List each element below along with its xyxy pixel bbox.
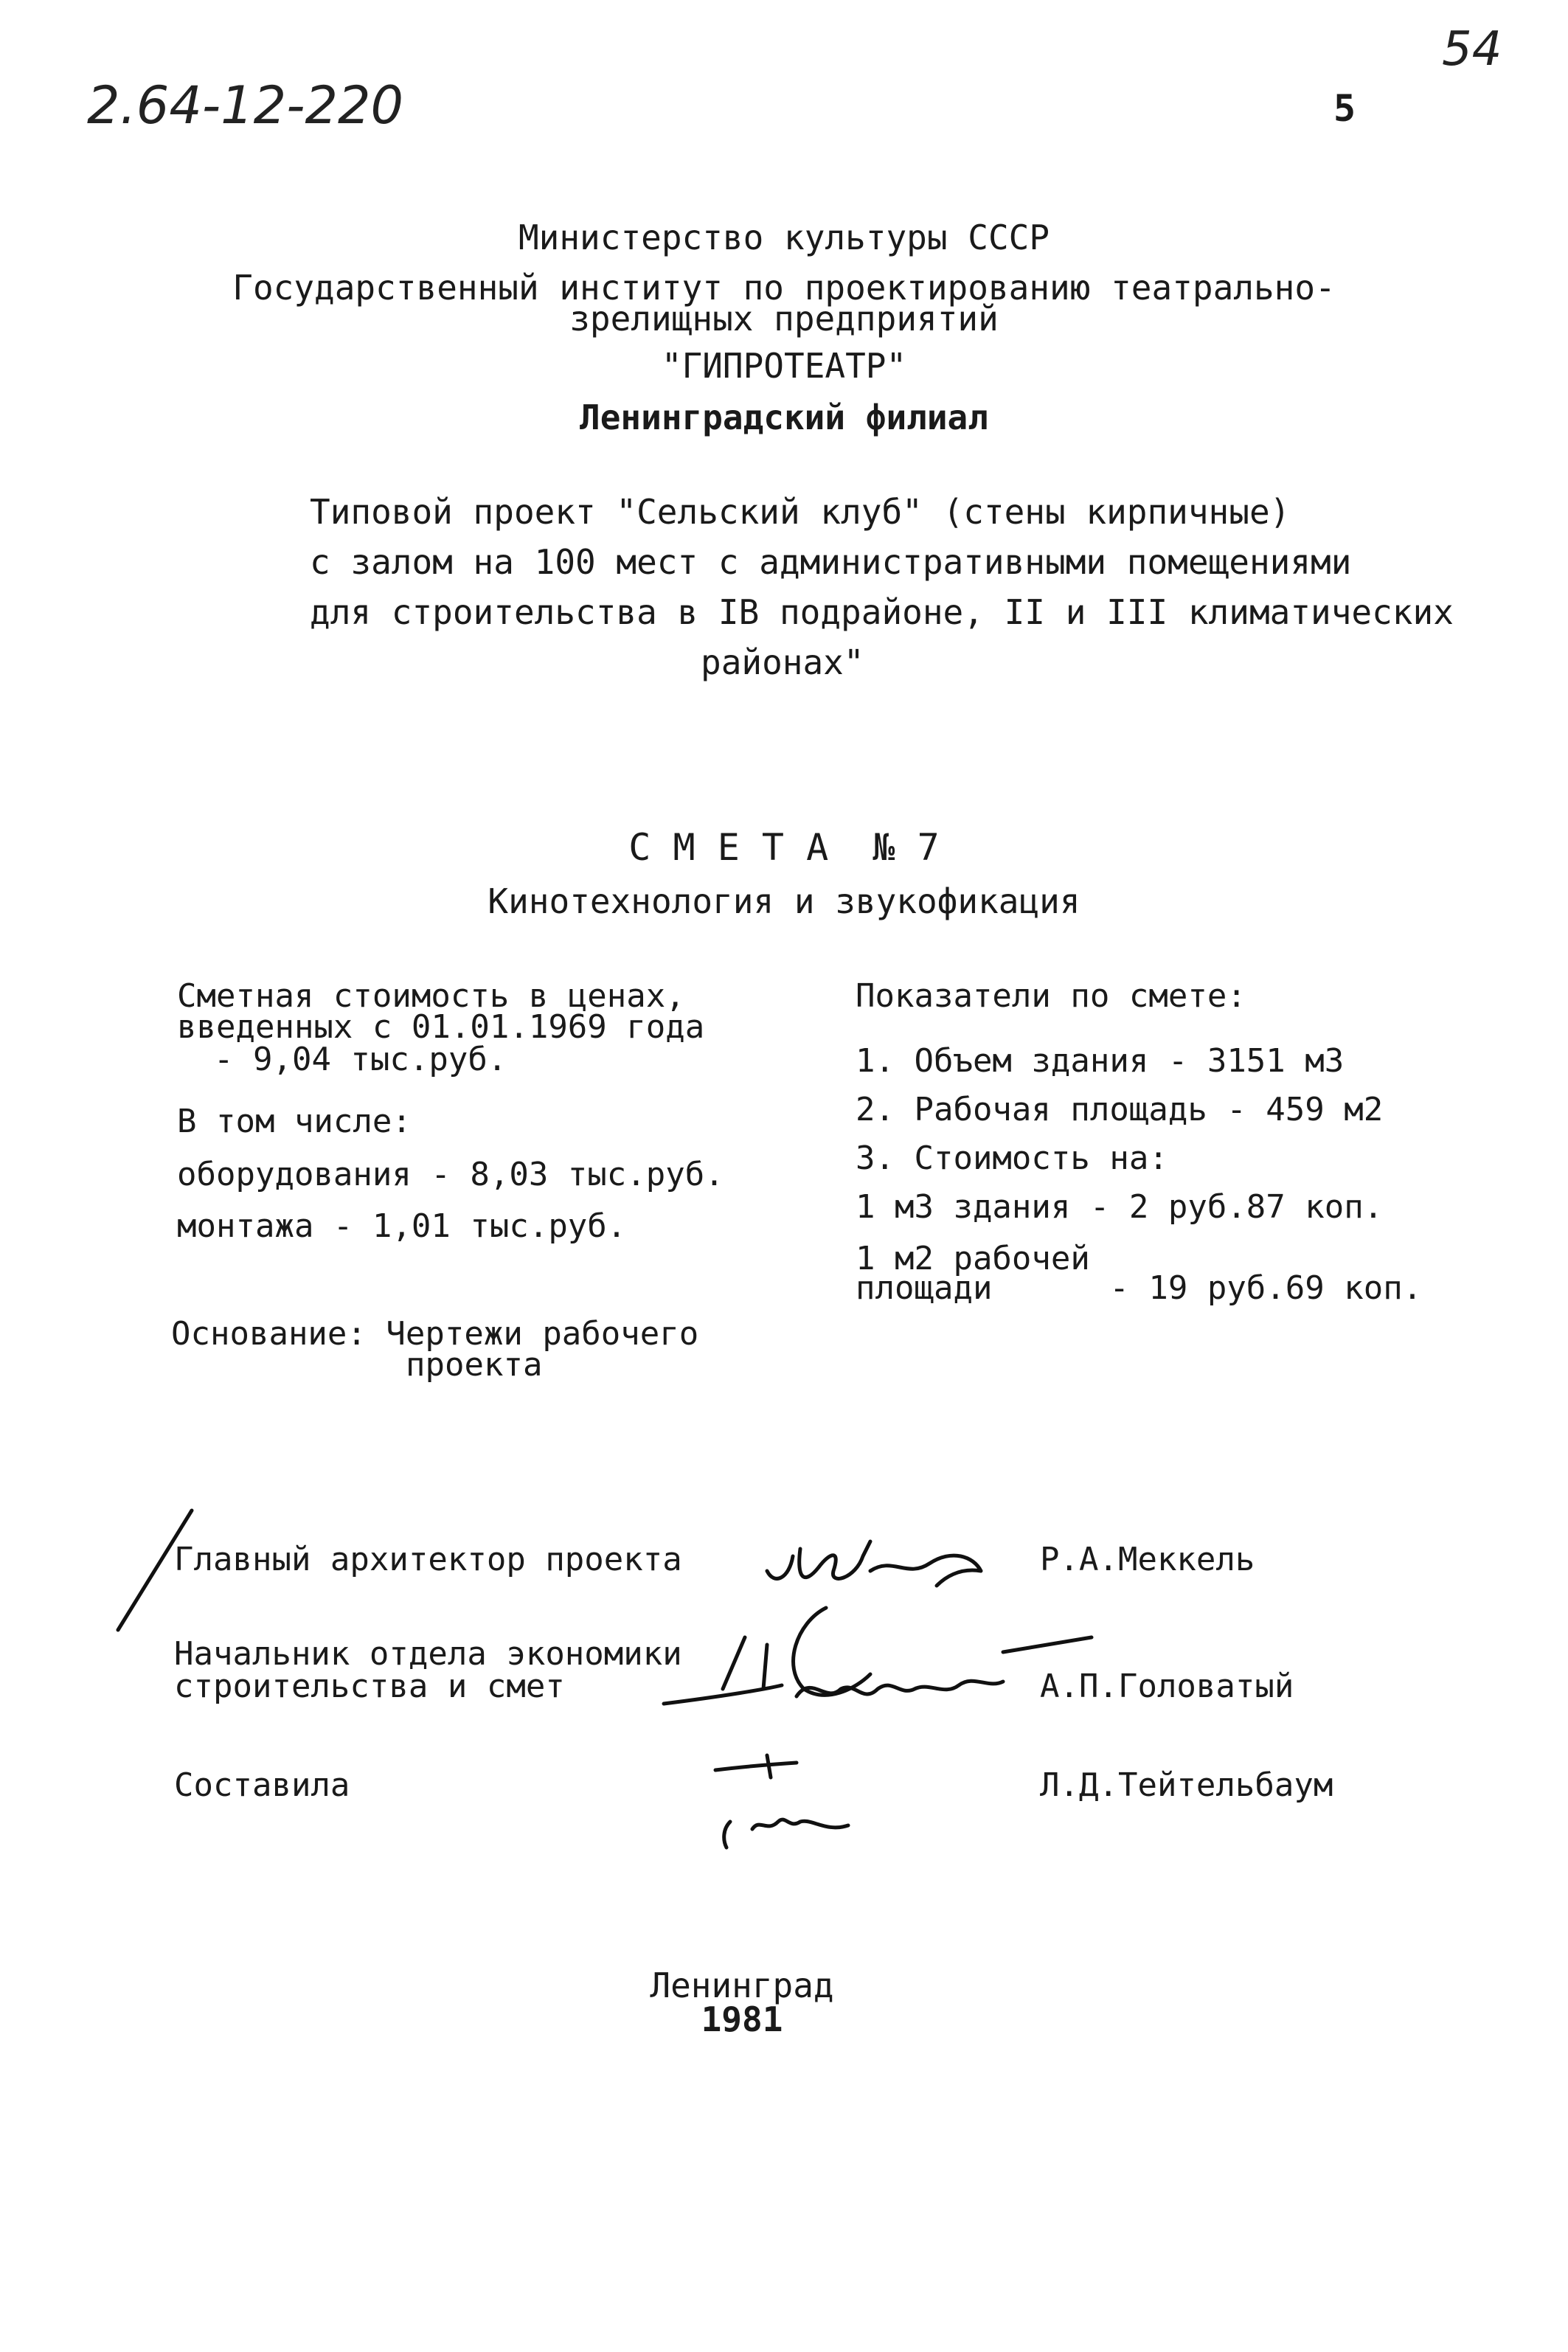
estimate-subtitle: Кинотехнология и звукофикация [488,881,1080,921]
cost-equipment: оборудования - 8,03 тыс.руб. [177,1156,724,1193]
footer-city: Ленинград [650,1966,834,2005]
indicators-heading: Показатели по смете: [856,977,1246,1015]
institute-line1: Государственный институт по проектированию театрально- [232,268,1336,308]
project-line1: Типовой проект "Сельский клуб" (стены кирпичные) [310,492,1291,532]
estimate-title: С М Е Т А № 7 [628,826,940,869]
economics-head-role-line2: строительства и смет [174,1668,565,1705]
cost-total: - 9,04 тыс.руб. [214,1041,507,1078]
cost-line1: Сметная стоимость в ценах, [177,977,685,1015]
economics-head-signature [634,1578,1047,1733]
compiled-by-role: Составила [174,1766,350,1804]
page-number: 5 [1333,87,1356,130]
indicator-cost-m2-line1: 1 м2 рабочей [856,1240,1090,1277]
economics-head-name: А.П.Головатый [1040,1668,1294,1705]
project-line3: для строительства в IB подрайоне, II и III климатических [310,592,1454,632]
indicator-cost-m3: 1 м3 здания - 2 руб.87 коп. [856,1188,1384,1226]
cost-installation: монтажа - 1,01 тыс.руб. [177,1207,627,1245]
chief-architect-name: Р.А.Меккель [1040,1541,1255,1578]
basis-line2: проекта [406,1346,543,1384]
footer-year: 1981 [701,1999,783,2039]
cost-line2: введенных с 01.01.1969 года [177,1008,705,1046]
project-line2: с залом на 100 мест с административными помещениями [310,542,1352,582]
institute-abbrev: "ГИПРОТЕАТР" [661,346,907,386]
ministry: Министерство культуры СССР [518,218,1050,257]
doc-code: 2.64-12-220 [87,75,404,136]
indicator-cost-heading: 3. Стоимость на: [856,1139,1168,1177]
institute-line2: зрелищных предприятий [569,299,999,339]
indicator-volume: 1. Объем здания - 3151 м3 [856,1042,1345,1080]
compiled-by-signature [708,1748,870,1851]
economics-head-role-line1: Начальник отдела экономики [174,1635,682,1673]
project-line4: районах" [701,642,864,682]
sheet-number: 54 [1442,22,1502,77]
basis-line1: Основание: Чертежи рабочего [171,1315,699,1353]
indicator-area: 2. Рабочая площадь - 459 м2 [856,1091,1384,1128]
compiled-by-name: Л.Д.Тейтельбаум [1040,1766,1333,1804]
cost-including: В том числе: [177,1103,412,1140]
chief-architect-role: Главный архитектор проекта [174,1541,682,1578]
branch: Ленинградский филиал [580,398,988,437]
indicator-cost-m2-line2: площади - 19 руб.69 коп. [856,1269,1423,1307]
